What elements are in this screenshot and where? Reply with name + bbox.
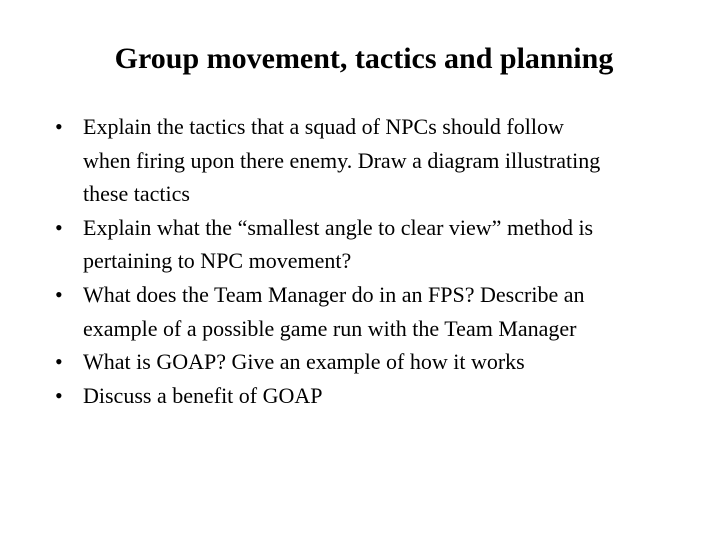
bullet-text-line: these tactics: [83, 181, 190, 207]
bullet-item: [55, 345, 675, 379]
bullet-dot-icon: •: [55, 114, 63, 139]
bullet-text-line: Explain what the “smallest angle to clear view” method is: [83, 214, 594, 240]
bullet-item: [55, 278, 675, 345]
bullet-text-line: pertaining to NPC movement?: [83, 248, 352, 274]
bullet-dot-icon: •: [55, 281, 63, 307]
bullet-dot-icon: •: [55, 349, 63, 375]
bullet-text-line: when firing upon there enemy. Draw a diagram illustrating: [83, 147, 601, 173]
slide-title: Group movement, tactics and planning: [114, 42, 614, 75]
bullet-list: [55, 110, 675, 412]
bullet-dot-icon: •: [55, 214, 63, 240]
bullet-text-line: What does the Team Manager do in an FPS? Describe an: [83, 281, 585, 307]
bullet-item: [55, 211, 675, 278]
bullet-text-line: Discuss a benefit of GOAP: [83, 382, 323, 408]
bullet-text-line: What is GOAP? Give an example of how it works: [83, 349, 525, 375]
bullet-item: [55, 379, 675, 413]
bullet-text-line: Explain the tactics that a squad of NPCs should follow: [83, 114, 564, 139]
bullet-item: [55, 110, 675, 211]
bullet-text-line: example of a possible game run with the Team Manager: [83, 315, 577, 341]
bullet-dot-icon: •: [55, 382, 63, 408]
